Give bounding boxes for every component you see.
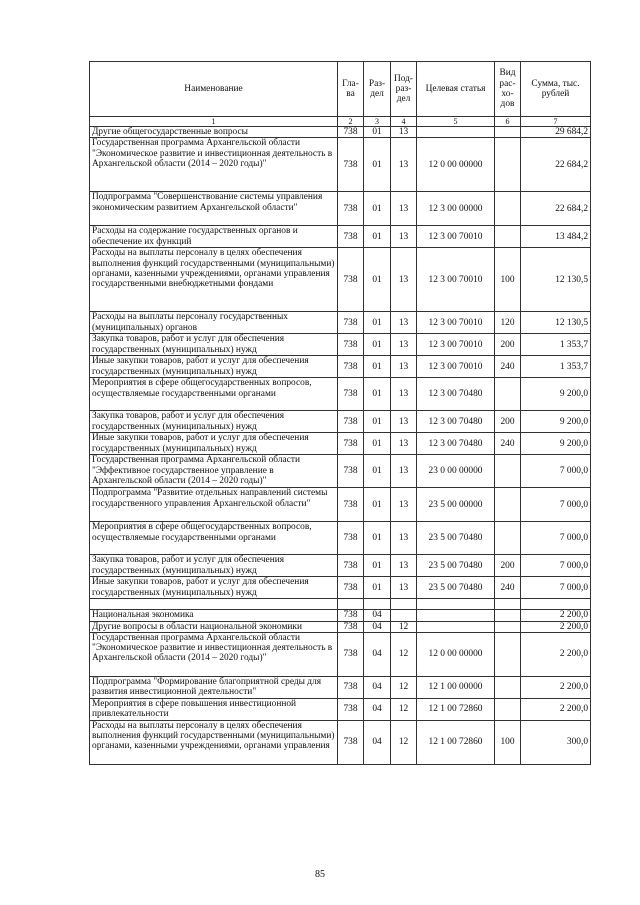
- row-podrazdel: 13: [391, 334, 417, 356]
- row-vid: 240: [495, 356, 521, 378]
- row-glava: 738: [338, 334, 364, 356]
- row-glava: 738: [338, 433, 364, 455]
- header-vid: Вид рас-хо-дов: [495, 62, 521, 117]
- row-glava: 738: [338, 411, 364, 433]
- row-summa: 9 200,0: [521, 411, 591, 433]
- row-statya: [417, 599, 495, 610]
- row-podrazdel: 13: [391, 127, 417, 138]
- row-name: Другие общегосударственные вопросы: [90, 127, 338, 138]
- row-podrazdel: 13: [391, 455, 417, 488]
- row-glava: 738: [338, 127, 364, 138]
- table-row: [90, 610, 591, 621]
- row-summa: 12 130,5: [521, 312, 591, 334]
- row-name: Закупка товаров, работ и услуг для обеспечения государственных (муниципальных) нужд: [90, 334, 338, 356]
- header-name: Наименование: [90, 62, 338, 117]
- row-vid: 100: [495, 248, 521, 312]
- row-statya: 12 3 00 70480: [417, 378, 495, 411]
- row-name: Иные закупки товаров, работ и услуг для обеспечения государственных (муниципальных) нужд: [90, 356, 338, 378]
- table-row: [90, 192, 591, 226]
- row-statya: 12 1 00 72860: [417, 720, 495, 764]
- row-razdel: 04: [364, 676, 391, 698]
- row-razdel: 01: [364, 334, 391, 356]
- table-row: [90, 138, 591, 192]
- row-vid: [495, 621, 521, 632]
- row-statya: 12 3 00 70010: [417, 248, 495, 312]
- row-summa: 22 684,2: [521, 138, 591, 192]
- row-razdel: 01: [364, 356, 391, 378]
- row-vid: [495, 632, 521, 676]
- row-name: Мероприятия в сфере общегосударственных вопросов, осуществляемые государственными органами: [90, 522, 338, 555]
- row-podrazdel: 13: [391, 192, 417, 226]
- row-razdel: 04: [364, 621, 391, 632]
- row-razdel: 01: [364, 522, 391, 555]
- row-statya: 23 0 00 00000: [417, 455, 495, 488]
- row-glava: [338, 599, 364, 610]
- row-vid: 120: [495, 312, 521, 334]
- row-summa: 2 200,0: [521, 632, 591, 676]
- row-glava: 738: [338, 312, 364, 334]
- row-glava: 738: [338, 632, 364, 676]
- row-razdel: 01: [364, 433, 391, 455]
- table-row: [90, 621, 591, 632]
- row-podrazdel: [391, 610, 417, 621]
- row-statya: 12 3 00 00000: [417, 192, 495, 226]
- row-name: [90, 599, 338, 610]
- row-vid: [495, 455, 521, 488]
- row-statya: 12 3 00 70010: [417, 356, 495, 378]
- table-row: [90, 356, 591, 378]
- row-name: Мероприятия в сфере повышения инвестиционной привлекательности: [90, 698, 338, 720]
- column-number: 5: [417, 117, 495, 127]
- row-name: Иные закупки товаров, работ и услуг для обеспечения государственных (муниципальных) нужд: [90, 577, 338, 599]
- row-statya: 12 3 00 70010: [417, 334, 495, 356]
- page-number: 85: [315, 869, 325, 880]
- row-razdel: 04: [364, 698, 391, 720]
- table-row: [90, 676, 591, 698]
- row-podrazdel: 13: [391, 577, 417, 599]
- table-row: [90, 632, 591, 676]
- budget-table: [89, 61, 591, 765]
- row-podrazdel: 13: [391, 555, 417, 577]
- column-number-row: [90, 117, 591, 127]
- table-row: [90, 599, 591, 610]
- row-razdel: 01: [364, 127, 391, 138]
- table-row: [90, 488, 591, 522]
- table-row: [90, 334, 591, 356]
- row-summa: 1 353,7: [521, 356, 591, 378]
- header-statya: Целевая статья: [417, 62, 495, 117]
- row-podrazdel: 13: [391, 138, 417, 192]
- table-row: [90, 378, 591, 411]
- table-row: [90, 577, 591, 599]
- row-glava: 738: [338, 356, 364, 378]
- row-vid: [495, 698, 521, 720]
- row-podrazdel: 12: [391, 676, 417, 698]
- row-podrazdel: 12: [391, 698, 417, 720]
- row-statya: 12 1 00 72860: [417, 698, 495, 720]
- row-summa: 7 000,0: [521, 555, 591, 577]
- row-podrazdel: 12: [391, 720, 417, 764]
- row-glava: 738: [338, 522, 364, 555]
- row-name: Иные закупки товаров, работ и услуг для обеспечения государственных (муниципальных) нужд: [90, 433, 338, 455]
- row-summa: 29 684,2: [521, 127, 591, 138]
- row-razdel: 01: [364, 577, 391, 599]
- row-vid: [495, 522, 521, 555]
- row-statya: 23 5 00 70480: [417, 555, 495, 577]
- row-statya: 12 1 00 00000: [417, 676, 495, 698]
- row-podrazdel: 12: [391, 621, 417, 632]
- row-podrazdel: 13: [391, 248, 417, 312]
- row-podrazdel: 13: [391, 356, 417, 378]
- row-razdel: 01: [364, 226, 391, 248]
- row-name: Государственная программа Архангельской области "Экономическое развитие и инвестиционная деятельность в Архангельской области (2014 – 2020 годы)": [90, 138, 338, 192]
- row-statya: 12 3 00 70480: [417, 411, 495, 433]
- row-name: Подпрограмма "Совершенствование системы управления экономическим развитием Архангельской области": [90, 192, 338, 226]
- row-summa: 7 000,0: [521, 577, 591, 599]
- row-glava: 738: [338, 676, 364, 698]
- row-vid: 240: [495, 433, 521, 455]
- row-vid: [495, 127, 521, 138]
- row-razdel: 01: [364, 455, 391, 488]
- row-summa: 2 200,0: [521, 610, 591, 621]
- row-name: Закупка товаров, работ и услуг для обеспечения государственных (муниципальных) нужд: [90, 555, 338, 577]
- row-summa: 9 200,0: [521, 433, 591, 455]
- row-name: Мероприятия в сфере общегосударственных вопросов, осуществляемые государственными органами: [90, 378, 338, 411]
- row-summa: 2 200,0: [521, 676, 591, 698]
- row-glava: 738: [338, 621, 364, 632]
- row-name: Расходы на содержание государственных органов и обеспечение их функций: [90, 226, 338, 248]
- row-statya: 12 3 00 70010: [417, 226, 495, 248]
- row-razdel: 04: [364, 632, 391, 676]
- row-vid: 200: [495, 411, 521, 433]
- row-statya: 12 0 00 00000: [417, 632, 495, 676]
- row-name: Подпрограмма "Развитие отдельных направлений системы государственного управления Архангельской области": [90, 488, 338, 522]
- row-podrazdel: 13: [391, 433, 417, 455]
- row-glava: 738: [338, 698, 364, 720]
- row-summa: 7 000,0: [521, 488, 591, 522]
- row-razdel: 01: [364, 378, 391, 411]
- row-glava: 738: [338, 488, 364, 522]
- row-vid: [495, 488, 521, 522]
- row-glava: 738: [338, 577, 364, 599]
- row-razdel: 04: [364, 720, 391, 764]
- column-number: 3: [364, 117, 391, 127]
- row-razdel: 01: [364, 248, 391, 312]
- column-number: 4: [391, 117, 417, 127]
- row-vid: [495, 226, 521, 248]
- table-row: [90, 226, 591, 248]
- row-summa: 2 200,0: [521, 698, 591, 720]
- row-vid: [495, 610, 521, 621]
- row-statya: [417, 621, 495, 632]
- table-row: [90, 555, 591, 577]
- row-name: Государственная программа Архангельской области "Экономическое развитие и инвестиционная деятельность в Архангельской области (2014 – 2020 годы)": [90, 632, 338, 676]
- table-row: [90, 248, 591, 312]
- row-glava: 738: [338, 555, 364, 577]
- row-razdel: 01: [364, 411, 391, 433]
- header-summa: Сумма, тыс. рублей: [521, 62, 591, 117]
- row-vid: [495, 599, 521, 610]
- row-name: Расходы на выплаты персоналу в целях обеспечения выполнения функций государственными (муниципальными) органами, казенными учреждениями, органами управления: [90, 720, 338, 764]
- row-summa: [521, 599, 591, 610]
- row-statya: 23 5 00 70480: [417, 577, 495, 599]
- row-razdel: 01: [364, 488, 391, 522]
- column-number: 6: [495, 117, 521, 127]
- row-glava: 738: [338, 378, 364, 411]
- row-name: Подпрограмма "Формирование благоприятной среды для развития инвестиционной деятельности": [90, 676, 338, 698]
- row-vid: 100: [495, 720, 521, 764]
- row-glava: 738: [338, 720, 364, 764]
- row-glava: 738: [338, 455, 364, 488]
- row-vid: 200: [495, 555, 521, 577]
- table-row: [90, 455, 591, 488]
- row-name: Расходы на выплаты персоналу государственных (муниципальных) органов: [90, 312, 338, 334]
- row-summa: 13 484,2: [521, 226, 591, 248]
- header-podrazdel: Под-раз-дел: [391, 62, 417, 117]
- row-glava: 738: [338, 610, 364, 621]
- header-glava: Гла-ва: [338, 62, 364, 117]
- row-podrazdel: [391, 599, 417, 610]
- row-summa: 300,0: [521, 720, 591, 764]
- table-row: [90, 522, 591, 555]
- row-razdel: 01: [364, 555, 391, 577]
- row-statya: 23 5 00 00000: [417, 488, 495, 522]
- row-name: Национальная экономика: [90, 610, 338, 621]
- column-number: 1: [90, 117, 338, 127]
- row-vid: 200: [495, 334, 521, 356]
- table-body: [90, 127, 591, 765]
- table-row: [90, 433, 591, 455]
- column-number: 7: [521, 117, 591, 127]
- header-row: [90, 62, 591, 117]
- row-name: Другие вопросы в области национальной экономики: [90, 621, 338, 632]
- row-statya: 12 3 00 70010: [417, 312, 495, 334]
- row-vid: 240: [495, 577, 521, 599]
- row-summa: 22 684,2: [521, 192, 591, 226]
- table-row: [90, 127, 591, 138]
- row-razdel: 01: [364, 138, 391, 192]
- row-summa: 1 353,7: [521, 334, 591, 356]
- row-statya: 23 5 00 70480: [417, 522, 495, 555]
- row-summa: 2 200,0: [521, 621, 591, 632]
- table-row: [90, 698, 591, 720]
- row-podrazdel: 13: [391, 226, 417, 248]
- row-razdel: 04: [364, 610, 391, 621]
- row-statya: [417, 127, 495, 138]
- row-podrazdel: 12: [391, 632, 417, 676]
- row-razdel: 01: [364, 312, 391, 334]
- row-podrazdel: 13: [391, 378, 417, 411]
- row-podrazdel: 13: [391, 312, 417, 334]
- row-podrazdel: 13: [391, 411, 417, 433]
- row-vid: [495, 676, 521, 698]
- row-summa: 7 000,0: [521, 455, 591, 488]
- header-razdel: Раз-дел: [364, 62, 391, 117]
- row-razdel: 01: [364, 192, 391, 226]
- row-vid: [495, 378, 521, 411]
- row-summa: 12 130,5: [521, 248, 591, 312]
- row-name: Закупка товаров, работ и услуг для обеспечения государственных (муниципальных) нужд: [90, 411, 338, 433]
- row-podrazdel: 13: [391, 488, 417, 522]
- table-row: [90, 411, 591, 433]
- row-name: Государственная программа Архангельской области "Эффективное государственное управление в Архангельской области (2014 – 2020 годы)": [90, 455, 338, 488]
- table-row: [90, 312, 591, 334]
- row-glava: 738: [338, 192, 364, 226]
- row-summa: 9 200,0: [521, 378, 591, 411]
- row-statya: 12 3 00 70480: [417, 433, 495, 455]
- row-vid: [495, 138, 521, 192]
- row-statya: 12 0 00 00000: [417, 138, 495, 192]
- row-razdel: [364, 599, 391, 610]
- table-row: [90, 720, 591, 764]
- row-podrazdel: 13: [391, 522, 417, 555]
- row-vid: [495, 192, 521, 226]
- column-number: 2: [338, 117, 364, 127]
- row-glava: 738: [338, 138, 364, 192]
- row-name: Расходы на выплаты персоналу в целях обеспечения выполнения функций государственными (муниципальными) органами, казенными учреждениями, органами управления государственными внебюджетными фондами: [90, 248, 338, 312]
- row-statya: [417, 610, 495, 621]
- row-summa: 7 000,0: [521, 522, 591, 555]
- row-glava: 738: [338, 248, 364, 312]
- row-glava: 738: [338, 226, 364, 248]
